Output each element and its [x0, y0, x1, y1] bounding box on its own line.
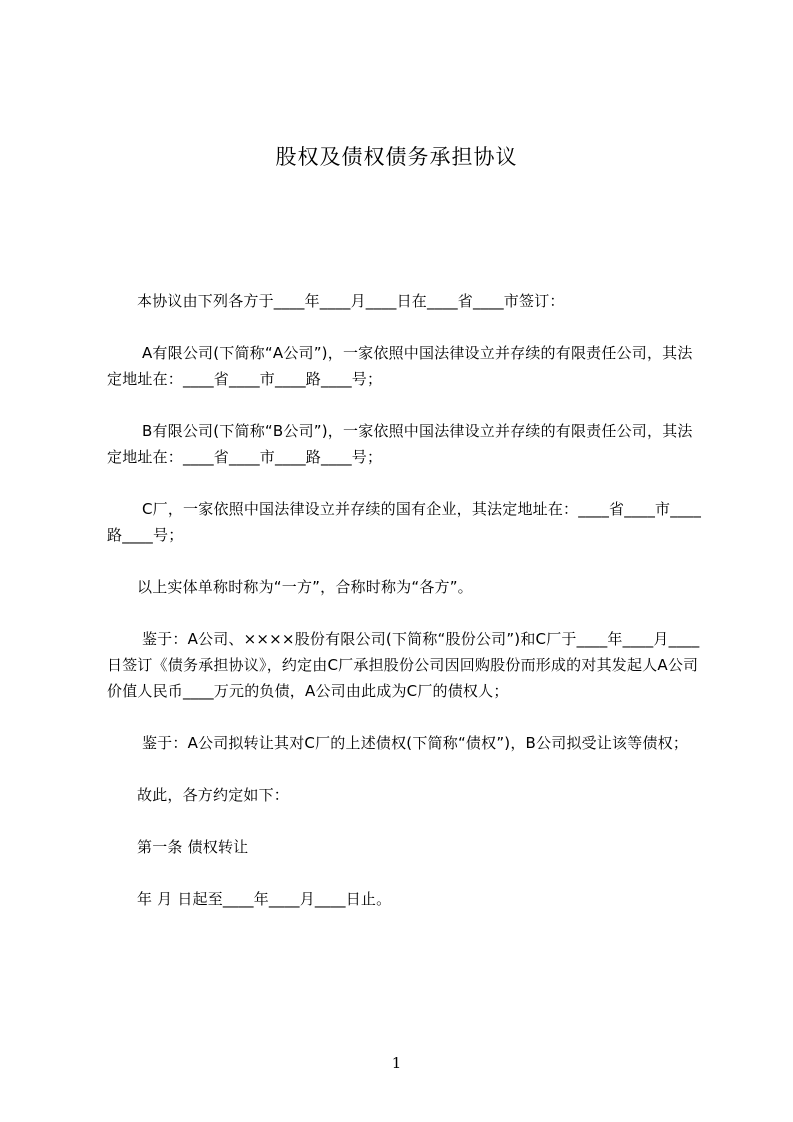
page-number: 1 — [391, 1054, 402, 1072]
paragraph-recital-1: 鉴于：A公司、××××股份有限公司(下简称“股份公司”)和C厂于____年____月____日签订《债务承担协议》，约定由C厂承担股份公司因回购股份而形成的对其发起人A公司价值人民币____万元的负债，A公司由此成为C厂的债权人； — [107, 630, 700, 700]
document-title: 股权及债权债务承担协议 — [275, 145, 518, 169]
paragraph-recital-2: 鉴于：A公司拟转让其对C厂的上述债权(下简称“债权”)，B公司拟受让该等债权； — [137, 734, 689, 752]
paragraph-party-a: A有限公司(下简称“A公司”)，一家依照中国法律设立并存续的有限责任公司，其法定地址在：____省____市____路____号； — [107, 344, 693, 388]
paragraph-definitions: 以上实体单称时称为“一方”，合称时称为“各方”。 — [137, 578, 473, 596]
paragraph-agreement-intro: 故此，各方约定如下： — [137, 786, 290, 804]
paragraph-party-c: C厂，一家依照中国法律设立并存续的国有企业，其法定地址在：____省____市____路____号； — [107, 500, 702, 544]
document-body — [107, 288, 703, 938]
section-heading-article-1: 第一条 债权转让 — [137, 838, 249, 856]
paragraph-signing-info: 本协议由下列各方于____年____月____日在____省____市签订： — [137, 292, 565, 310]
paragraph-term: 年 月 日起至____年____月____日止。 — [137, 890, 392, 908]
paragraph-party-b: B有限公司(下简称“B公司”)，一家依照中国法律设立并存续的有限责任公司，其法定地址在：____省____市____路____号； — [107, 422, 693, 466]
